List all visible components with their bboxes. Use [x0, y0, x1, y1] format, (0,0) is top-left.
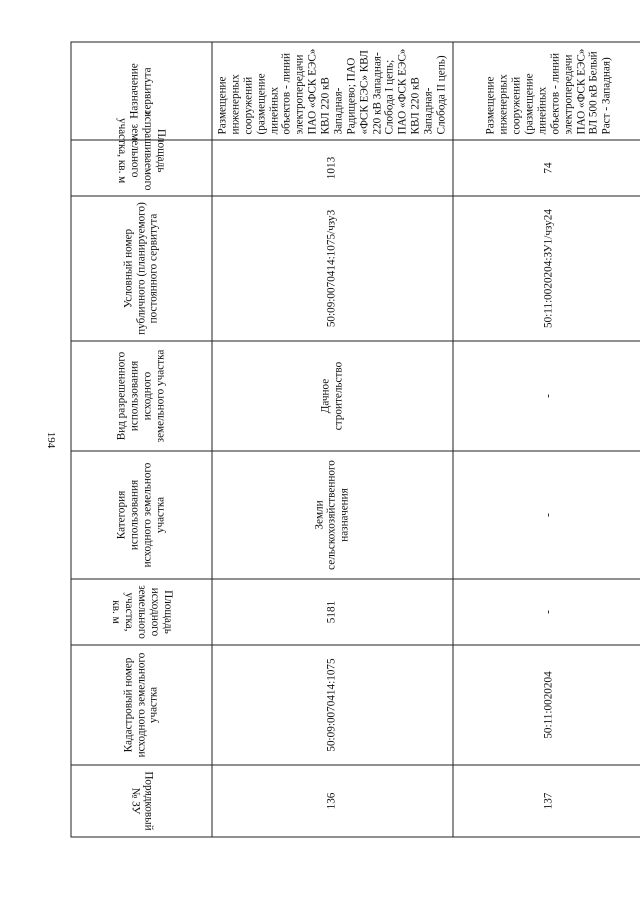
- permitted-use-cell: Дачное строительство: [212, 341, 453, 451]
- servitude-table-wrapper: [70, 42, 615, 837]
- header-permitted-use: Вид разрешенного использования исходного земельного участка: [71, 341, 212, 451]
- header-requested-area: Площадь испрашиваемого земельного участка, кв. м: [71, 140, 212, 196]
- requested-area-cell: 74: [452, 140, 640, 196]
- header-parcel-number: Порядковый № ЗУ: [71, 765, 212, 837]
- original-area-cell: -: [452, 579, 640, 645]
- cadastral-number-cell: 50:09:0070414:1075: [212, 645, 453, 765]
- servitude-number-cell: 50:09:0070414:1075/чзу3: [212, 196, 453, 341]
- header-cadastral-number: Кадастровый номер исходного земельного участка: [71, 645, 212, 765]
- parcel-number-cell: 136: [212, 765, 453, 837]
- cadastral-number-cell: 50:11:0020204: [452, 645, 640, 765]
- header-original-area: Площадь исходного земельного участка, кв. м: [71, 579, 212, 645]
- header-servitude-number: Условный номер публичного (планируемого) постоянного сервитута: [71, 196, 212, 341]
- servitude-purpose-cell: Размещение инженерных сооружений (размещение линейных объектов - линий электропередачи ПАО «ФСК ЕЭС» КВЛ 220 кВ Западная-Радищево; ПАО «ФСК ЕЭС» КВЛ 220 кВ Западная-Слобода I цепь; ПАО «ФСК ЕЭС» КВЛ 220 кВ Западная-Слобода II цепь): [212, 42, 453, 140]
- servitude-number-cell: 50:11:0020204:ЗУ1/чзу24: [452, 196, 640, 341]
- servitude-table: [70, 41, 640, 837]
- requested-area-cell: 1013: [212, 140, 453, 196]
- rotated-page-content: [70, 42, 615, 837]
- land-category-cell: Земли сельскохозяйственного назначения: [212, 451, 453, 579]
- servitude-purpose-cell: Размещение инженерных сооружений (размещение линейных объектов - линий электропередачи ПАО «ФСК ЕЭС» ВЛ 500 кВ Белый Раст - Западная): [452, 42, 640, 140]
- land-category-cell: -: [452, 451, 640, 579]
- table-row: [452, 42, 640, 837]
- original-area-cell: 5181: [212, 579, 453, 645]
- header-servitude-purpose: Назначение сервитута: [71, 42, 212, 140]
- parcel-number-cell: 137: [452, 765, 640, 837]
- table-row: [212, 42, 453, 837]
- permitted-use-cell: -: [452, 341, 640, 451]
- page-number: 194: [45, 431, 57, 449]
- header-land-category: Категория использования исходного земельного участка: [71, 451, 212, 579]
- table-header-row: [71, 42, 212, 837]
